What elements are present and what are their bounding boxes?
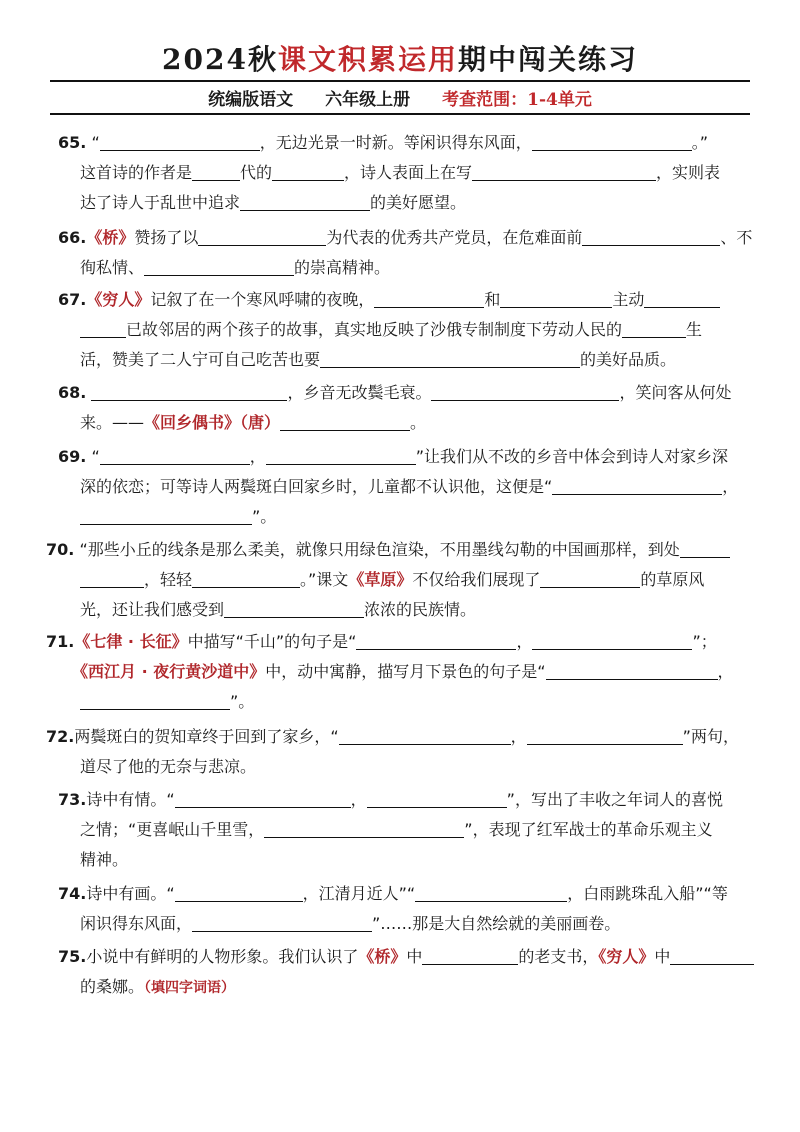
q65-line-2: 这首诗的作者是 代的 ，诗人表面上在写 ，实则表 (80, 163, 721, 182)
edition-label: 统编版语文 (208, 90, 294, 110)
title-highlight: 课文积累运用 (277, 43, 458, 76)
answer-blank[interactable] (224, 601, 364, 618)
q72-line-2: 道尽了他的无奈与悲凉。 (80, 757, 257, 776)
answer-blank[interactable] (431, 384, 619, 401)
header-rule-top (50, 80, 750, 82)
answer-blank[interactable] (264, 821, 464, 838)
q68-line-1: 68. ，乡音无改鬓毛衰。 ，笑问客从何处 (58, 383, 732, 402)
answer-blank[interactable] (552, 478, 722, 495)
answer-blank[interactable] (240, 194, 370, 211)
q70-line-1: 70. “那些小丘的线条是那么柔美，就像只用绿色渲染，不用墨线勾勒的中国画那样，到处 (46, 538, 730, 562)
answer-blank[interactable] (266, 448, 416, 465)
answer-blank[interactable] (272, 164, 344, 181)
q73-line-1: 73.诗中有情。“ ， ”，写出了丰收之年词人的喜悦 (58, 790, 723, 809)
answer-blank[interactable] (175, 791, 351, 808)
q69-line-1: 69. “ ， ”让我们从不改的乡音中体会到诗人对家乡深 (58, 447, 729, 466)
q73-line-3: 精神。 (80, 850, 129, 869)
answer-blank[interactable] (546, 663, 718, 680)
answer-blank[interactable] (144, 259, 294, 276)
q65-line-1: 65. “ ，无边光景一时新。等闲识得东风面， 。” (58, 133, 709, 152)
answer-blank[interactable] (356, 633, 516, 650)
answer-blank[interactable] (80, 508, 252, 525)
answer-blank[interactable] (192, 164, 240, 181)
q71-line-1: 71.《七律 · 长征》中描写“千山”的句子是“ ， ”； (46, 632, 717, 651)
answer-blank[interactable] (367, 791, 507, 808)
q67-line-3: 活，赞美了二人宁可自己吃苦也要 的美好品质。 (80, 350, 677, 369)
header-rule-bottom (50, 113, 750, 115)
answer-blank[interactable] (532, 633, 692, 650)
q66-line-2: 徇私情、 的崇高精神。 (80, 258, 391, 277)
answer-blank[interactable] (80, 321, 126, 338)
answer-blank[interactable] (280, 414, 410, 431)
hint-note: （填四字词语） (144, 980, 236, 996)
answer-blank[interactable] (339, 728, 511, 745)
answer-blank[interactable] (532, 134, 692, 151)
q65-line-3: 达了诗人于乱世中追求 的美好愿望。 (80, 193, 467, 212)
answer-blank[interactable] (175, 885, 303, 902)
answer-blank[interactable] (582, 229, 720, 246)
q75-line-2: 的桑娜。（填四字词语） (80, 977, 236, 996)
answer-blank[interactable] (192, 915, 372, 932)
q70-line-3: 光，还让我们感受到 浓浓的民族情。 (80, 600, 477, 619)
answer-blank[interactable] (198, 229, 326, 246)
q75-line-1: 75.小说中有鲜明的人物形象。我们认识了《桥》中 的老支书，《穷人》中 (58, 945, 754, 969)
answer-blank[interactable] (472, 164, 656, 181)
answer-blank[interactable] (80, 571, 144, 588)
answer-blank[interactable] (374, 291, 484, 308)
answer-blank[interactable] (320, 351, 580, 368)
answer-blank[interactable] (100, 448, 250, 465)
page-title: 2024秋课文积累运用期中闯关练习 (162, 43, 638, 76)
q69-line-3: ”。 (80, 505, 276, 529)
answer-blank[interactable] (680, 541, 730, 558)
q68-line-2: 来。——《回乡偶书》（唐） 。 (80, 413, 427, 432)
q74-line-2: 闲识得东风面， ”……那是大自然绘就的美丽画卷。 (80, 914, 621, 933)
answer-blank[interactable] (100, 134, 260, 151)
answer-blank[interactable] (644, 291, 720, 308)
scope-label: 考查范围：1-4单元 (442, 90, 592, 110)
q66-line-1: 66.《桥》赞扬了以 为代表的优秀共产党员，在危难面前 、不 (58, 228, 753, 247)
answer-blank[interactable] (527, 728, 683, 745)
q72-line-1: 72.两鬓斑白的贺知章终于回到了家乡，“ ， ”两句， (46, 727, 739, 746)
q67-line-1: 67.《穷人》记叙了在一个寒风呼啸的夜晚， 和 主动 (58, 288, 720, 312)
q67-line-2: 已故邻居的两个孩子的故事，真实地反映了沙俄专制制度下劳动人民的 生 (80, 318, 702, 342)
q70-line-2: ，轻轻 。”课文《草原》不仅给我们展现了 的草原风 (80, 568, 704, 592)
answer-blank[interactable] (500, 291, 612, 308)
q74-line-1: 74.诗中有画。“ ，江清月近人”“ ，白雨跳珠乱入船”“等 (58, 884, 728, 903)
q73-line-2: 之情；“更喜岷山千里雪， ”，表现了红军战士的革命乐观主义 (80, 820, 713, 839)
answer-blank[interactable] (622, 321, 686, 338)
q71-line-3: ”。 (80, 690, 254, 714)
answer-blank[interactable] (80, 693, 230, 710)
answer-blank[interactable] (422, 948, 518, 965)
answer-blank[interactable] (91, 384, 287, 401)
answer-blank[interactable] (192, 571, 300, 588)
subtitle (0, 85, 800, 110)
q69-line-2: 深的依恋；可等诗人两鬓斑白回家乡时，儿童都不认识他，这便是“ ， (80, 477, 739, 496)
answer-blank[interactable] (540, 571, 640, 588)
grade-label: 六年级上册 (325, 90, 411, 110)
answer-blank[interactable] (670, 948, 754, 965)
q71-line-2: 《西江月 · 夜行黄沙道中》中，动中寓静，描写月下景色的句子是“ ， (72, 662, 734, 681)
answer-blank[interactable] (415, 885, 567, 902)
